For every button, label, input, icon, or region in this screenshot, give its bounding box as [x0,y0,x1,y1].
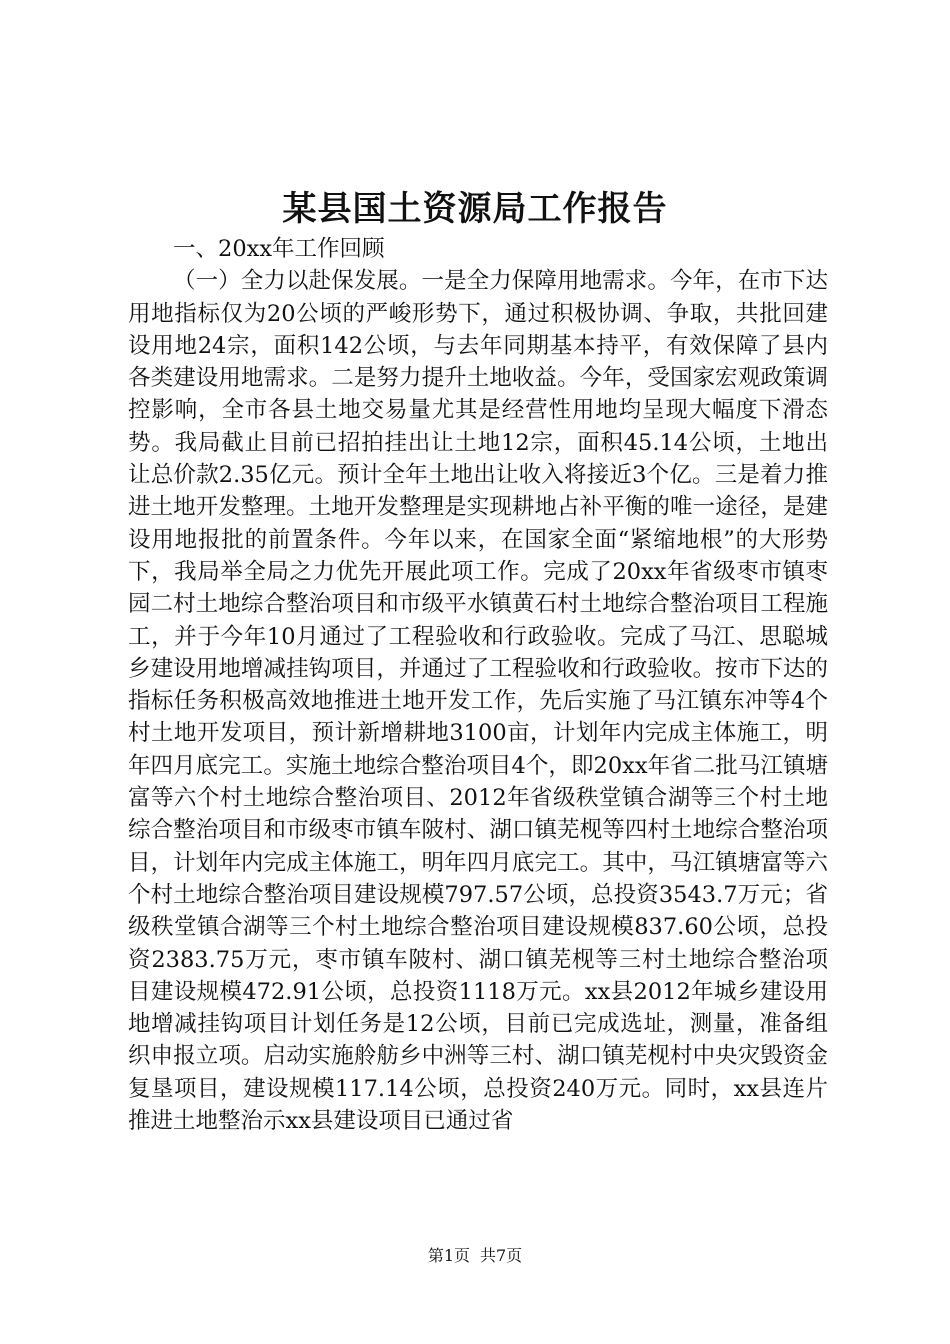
page-footer [0,1245,950,1267]
document-title: 某县国土资源局工作报告 [282,189,668,229]
page-number-current: 第1页 [427,1246,470,1265]
page-number-total: 共7页 [480,1246,523,1265]
document-body [128,233,828,1137]
section-heading: 一、20xx年工作回顾 [173,236,385,262]
body-paragraph: （一）全力以赴保发展。一是全力保障用地需求。今年，在市下达用地指标仅为20公顷的严峻形势下，通过积极协调、争取，共批回建设用地24宗，面积142公顷，与去年同期基本持平，有效保障了县内各类建设用地需求。二是努力提升土地收益。今年，受国家宏观政策调控影响，全市各县土地交易量尤其是经营性用地均呈现大幅度下滑态势。我局截止目前已招拍挂出让土地12宗，面积45.14公顷，土地出让总价款2.35亿元。预计全年土地出让收入将接近3个亿。三是着力推进土地开发整理。土地开发整理是实现耕地占补平衡的唯一途径，是建设用地报批的前置条件。今年以来，在国家全面“紧缩地根”的大形势下，我局举全局之力优先开展此项工作。完成了20xx年省级枣市镇枣园二村土地综合整治项目和市级平水镇黄石村土地综合整治项目工程施工，并于今年10月通过了工程验收和行政验收。完成了马江、思聪城乡建设用地增减挂钩项目，并通过了工程验收和行政验收。按市下达的指标任务积极高效地推进土地开发工作，先后实施了马江镇东冲等4个村土地开发项目，预计新增耕地3100亩，计划年内完成主体施工，明年四月底完工。实施土地综合整治项目4个，即20xx年省二批马江镇塘富等六个村土地综合整治项目、2012年省级秩堂镇合湖等三个村土地综合整治项目和市级枣市镇车陂村、湖口镇芜枧等四村土地综合整治项目，计划年内完成主体施工，明年四月底完工。其中，马江镇塘富等六个村土地综合整治项目建设规模797.57公顷，总投资3543.7万元；省级秩堂镇合湖等三个村土地综合整治项目建设规模837.60公顷，总投资2383.75万元，枣市镇车陂村、湖口镇芜枧等三村土地综合整治项目建设规模472.91公顷，总投资1118万元。xx县2012年城乡建设用地增减挂钩项目计划任务是12公顷，目前已完成选址，测量，准备组织申报立项。启动实施舲舫乡中洲等三村、湖口镇芜枧村中央灾毁资金复垦项目，建设规模117.14公顷，总投资240万元。同时，xx县连片推进土地整治示xx县建设项目已通过省 [128,268,828,1135]
